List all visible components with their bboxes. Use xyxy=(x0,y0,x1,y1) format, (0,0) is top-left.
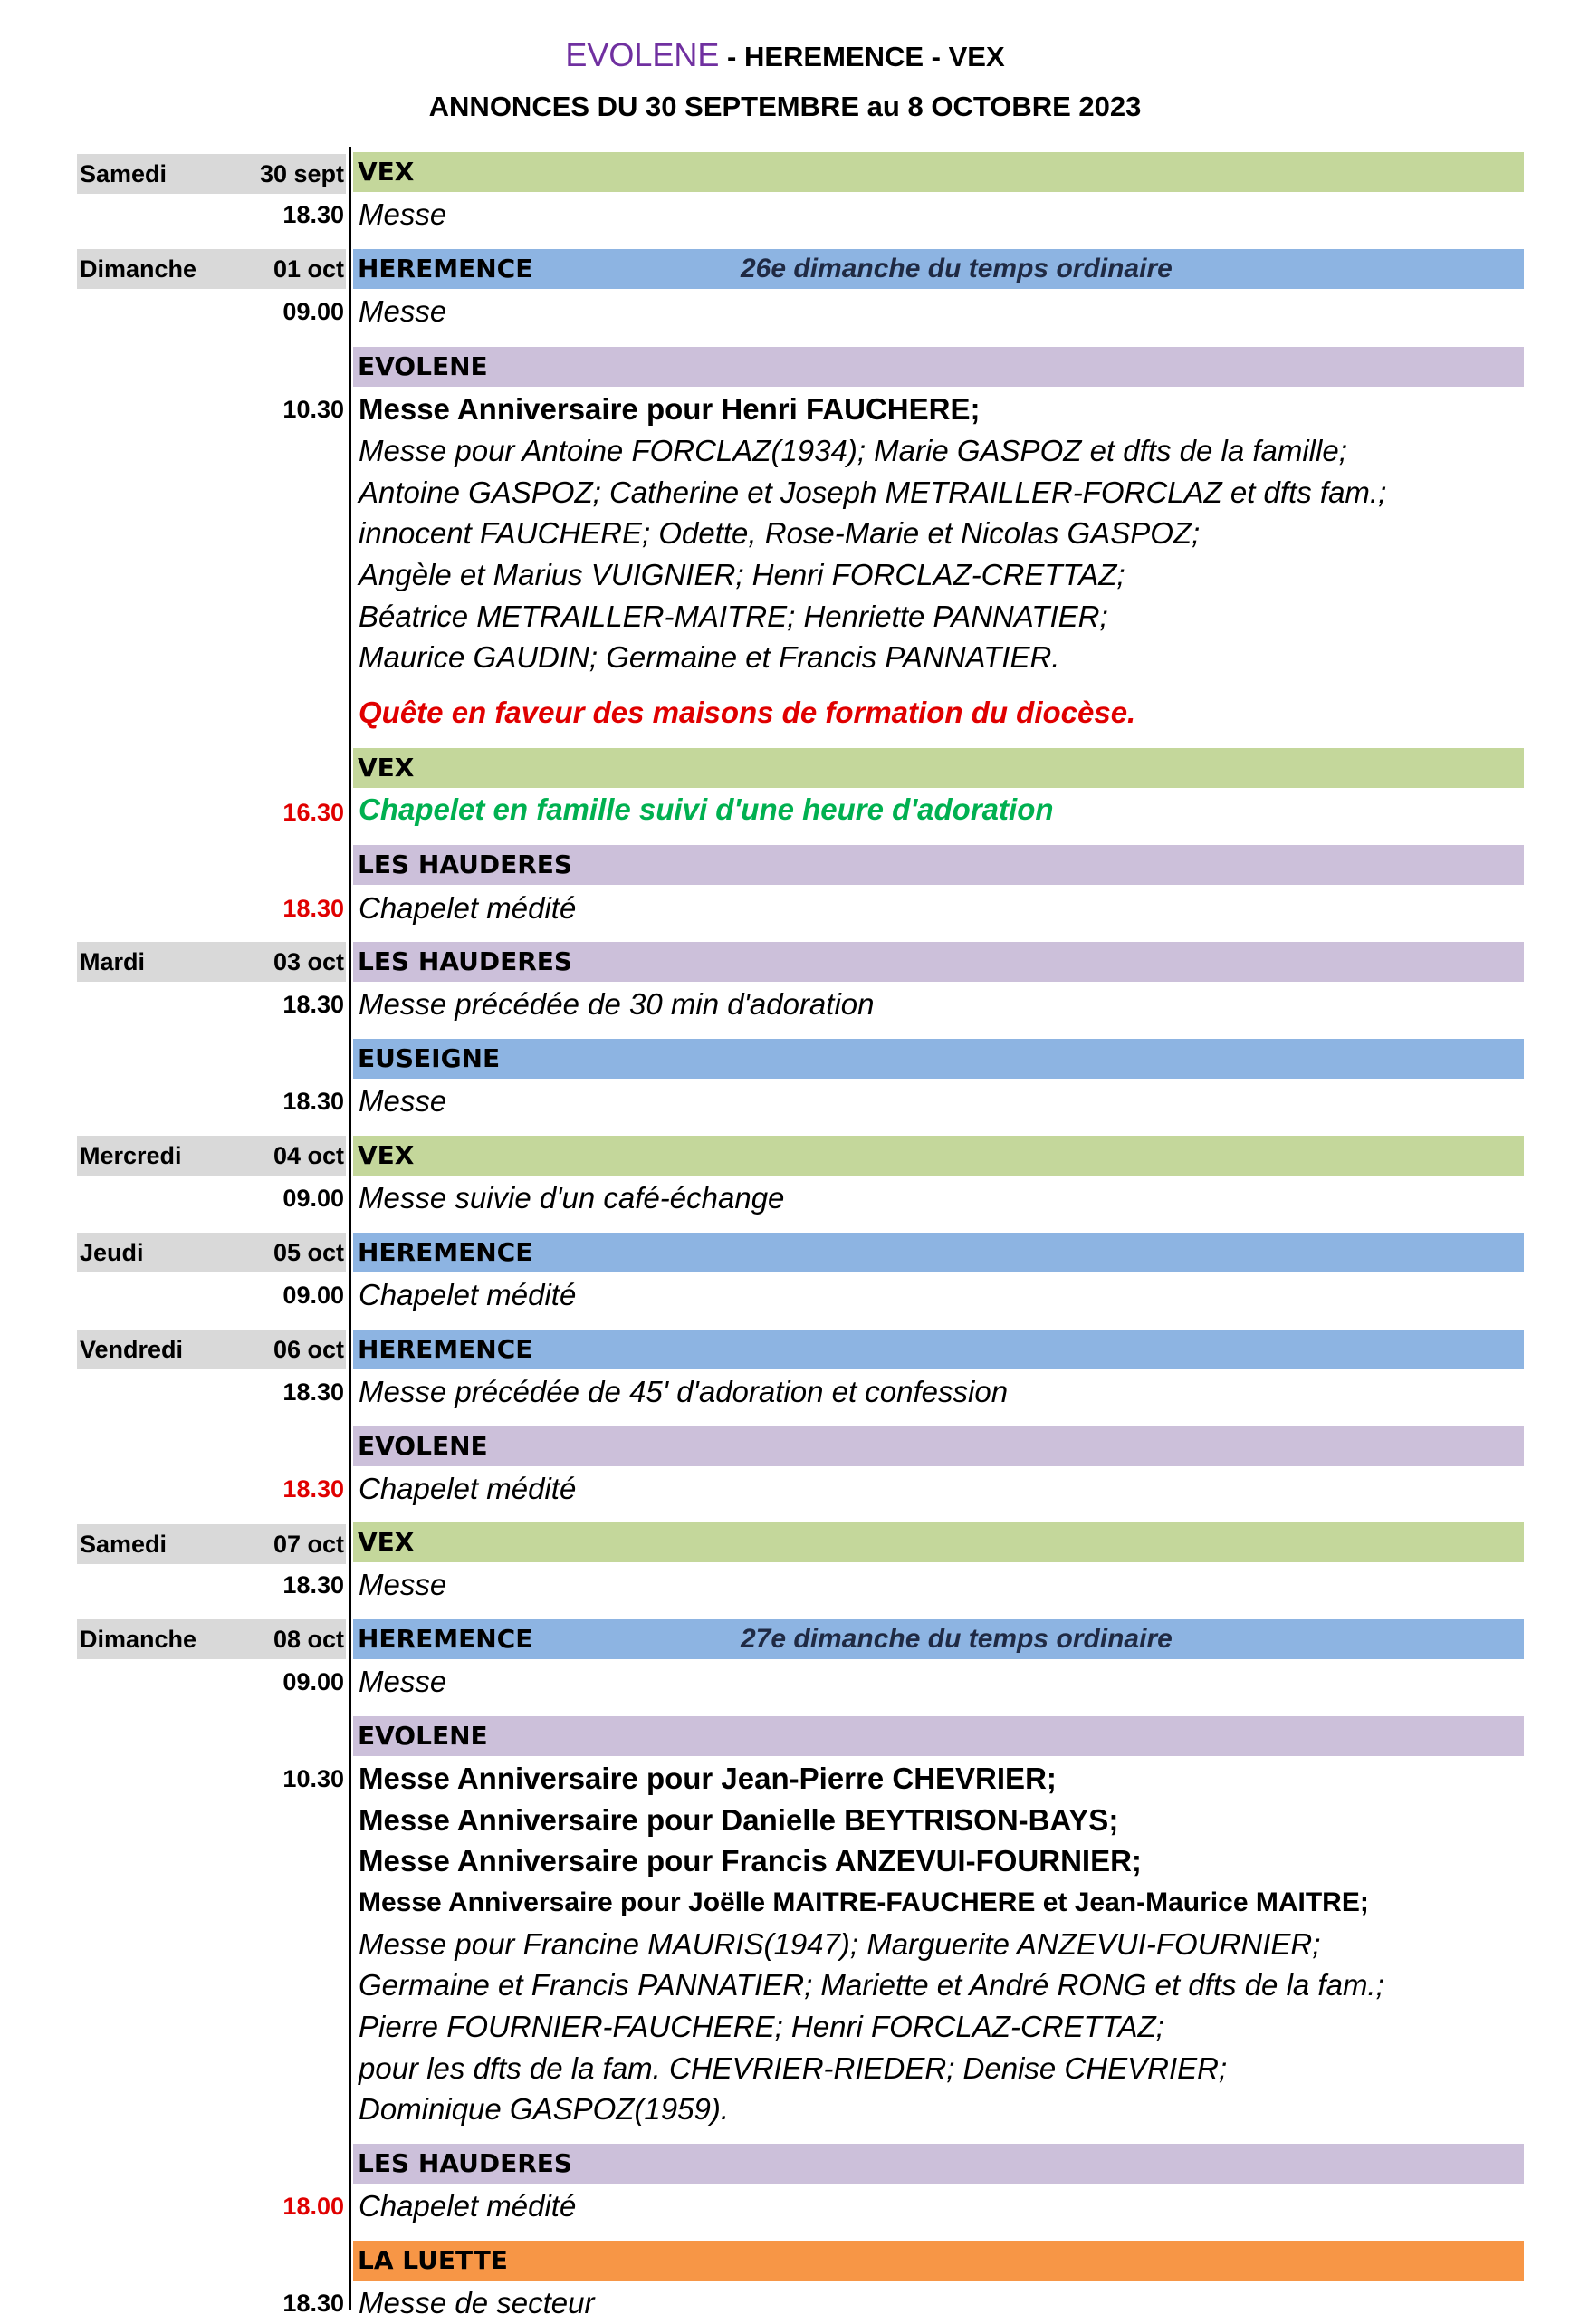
time: 18.30 xyxy=(282,991,344,1018)
place-label: LES HAUDERES xyxy=(358,946,573,976)
place-label: LES HAUDERES xyxy=(358,850,573,879)
place-label: VEX xyxy=(358,753,415,783)
day-name: Samedi xyxy=(80,1531,168,1558)
day-name: Vendredi xyxy=(80,1336,184,1363)
intention-line: Messe pour Francine MAURIS(1947); Marguerite ANZEVUI-FOURNIER; xyxy=(359,1927,1321,1961)
place-band-heremence xyxy=(353,1233,1524,1272)
day-name: Dimanche xyxy=(80,255,197,283)
place-label: HEREMENCE xyxy=(358,1624,533,1654)
event-text: Messe xyxy=(359,1568,447,1601)
day-date: 04 oct xyxy=(273,1142,344,1169)
sunday-title: 26e dimanche du temps ordinaire xyxy=(741,254,1173,283)
intention-line: Maurice GAUDIN; Germaine et Francis PANNATIER. xyxy=(359,640,1060,674)
day-name: Mardi xyxy=(80,948,146,975)
place-band-vex xyxy=(353,748,1524,788)
column-divider xyxy=(349,147,351,2310)
page-title xyxy=(0,36,1570,74)
place-label: VEX xyxy=(358,1140,415,1170)
day-name: Mercredi xyxy=(80,1142,182,1169)
time: 18.30 xyxy=(282,1571,344,1599)
place-band-heremence xyxy=(353,1619,1524,1659)
time: 18.30 xyxy=(282,895,344,922)
title-evolene: EVOLENE xyxy=(565,36,720,73)
page-subtitle: ANNONCES DU 30 SEPTEMBRE au 8 OCTOBRE 2023 xyxy=(428,91,1142,122)
intention-line: Pierre FOURNIER-FAUCHERE; Henri FORCLAZ-CRETTAZ; xyxy=(359,2010,1164,2043)
place-band-vex xyxy=(353,152,1524,192)
place-band-les-hauderes xyxy=(353,845,1524,885)
anniversary-line: Messe Anniversaire pour Jean-Pierre CHEVRIER; xyxy=(359,1762,1057,1795)
time: 09.00 xyxy=(282,298,344,325)
anniversary-line: Messe Anniversaire pour Joëlle MAITRE-FAUCHERE et Jean-Maurice MAITRE; xyxy=(359,1887,1369,1917)
place-label: HEREMENCE xyxy=(358,1237,533,1267)
place-band-la-luette xyxy=(353,2241,1524,2281)
place-label: VEX xyxy=(358,157,415,187)
event-text: Chapelet médité xyxy=(359,891,577,925)
day-date: 01 oct xyxy=(273,255,344,283)
intention-line: pour les dfts de la fam. CHEVRIER-RIEDER; Denise CHEVRIER; xyxy=(359,2051,1228,2085)
time: 18.30 xyxy=(282,201,344,228)
intention-line: Antoine GASPOZ; Catherine et Joseph METRAILLER-FORCLAZ et dfts fam.; xyxy=(359,475,1387,509)
place-band-evolene xyxy=(353,347,1524,387)
event-text: Messe xyxy=(359,197,447,231)
place-label: EUSEIGNE xyxy=(358,1043,501,1073)
day-date: 03 oct xyxy=(273,948,344,975)
day-name: Samedi xyxy=(80,160,168,187)
place-band-les-hauderes xyxy=(353,2144,1524,2184)
time: 18.00 xyxy=(282,2193,344,2220)
event-text: Chapelet médité xyxy=(359,1472,577,1505)
sunday-title: 27e dimanche du temps ordinaire xyxy=(741,1624,1173,1654)
time: 18.30 xyxy=(282,1475,344,1503)
time: 18.30 xyxy=(282,1088,344,1115)
day-date: 30 sept xyxy=(259,160,344,187)
time: 18.30 xyxy=(282,1378,344,1406)
event-text: Messe xyxy=(359,1665,447,1698)
event-text: Messe précédée de 30 min d'adoration xyxy=(359,987,875,1021)
place-label: EVOLENE xyxy=(358,1721,488,1751)
day-name: Dimanche xyxy=(80,1626,197,1653)
time: 09.00 xyxy=(282,1668,344,1695)
place-label: EVOLENE xyxy=(358,351,488,381)
place-band-euseigne xyxy=(353,1039,1524,1079)
intention-line: Germaine et Francis PANNATIER; Mariette et André RONG et dfts de la fam.; xyxy=(359,1968,1384,2002)
place-band-les-hauderes xyxy=(353,942,1524,982)
place-band-vex xyxy=(353,1522,1524,1562)
place-band-heremence xyxy=(353,249,1524,289)
place-label: EVOLENE xyxy=(358,1431,488,1461)
place-label: LES HAUDERES xyxy=(358,2148,573,2178)
day-date: 08 oct xyxy=(273,1626,344,1653)
intention-line: Béatrice METRAILLER-MAITRE; Henriette PANNATIER; xyxy=(359,600,1108,633)
event-text: Messe précédée de 45' d'adoration et confession xyxy=(359,1375,1009,1408)
day-date: 05 oct xyxy=(273,1239,344,1266)
place-label: LA LUETTE xyxy=(358,2245,508,2275)
anniversary-line: Messe Anniversaire pour Danielle BEYTRISON-BAYS; xyxy=(359,1803,1119,1837)
event-text: Messe xyxy=(359,1084,447,1118)
time: 18.30 xyxy=(282,2290,344,2317)
event-text: Messe de secteur xyxy=(359,2286,595,2319)
place-band-heremence xyxy=(353,1330,1524,1369)
intention-line: Dominique GASPOZ(1959). xyxy=(359,2092,730,2126)
event-text: Chapelet en famille suivi d'une heure d'adoration xyxy=(359,792,1054,826)
time: 09.00 xyxy=(282,1185,344,1212)
time: 10.30 xyxy=(282,1765,344,1792)
place-label: HEREMENCE xyxy=(358,254,533,283)
quete-notice: Quête en faveur des maisons de formation du diocèse. xyxy=(359,696,1136,729)
place-label: HEREMENCE xyxy=(358,1334,533,1364)
place-band-evolene xyxy=(353,1426,1524,1466)
time: 09.00 xyxy=(282,1282,344,1309)
intention-line: Messe pour Antoine FORCLAZ(1934); Marie GASPOZ et dfts de la famille; xyxy=(359,434,1347,467)
anniversary-line: Messe Anniversaire pour Henri FAUCHERE; xyxy=(359,392,981,426)
place-label: VEX xyxy=(358,1527,415,1557)
day-date: 07 oct xyxy=(273,1531,344,1558)
intention-line: Angèle et Marius VUIGNIER; Henri FORCLAZ-CRETTAZ; xyxy=(359,558,1125,591)
title-rest: - HEREMENCE - VEX xyxy=(719,41,1005,72)
time: 16.30 xyxy=(282,799,344,826)
intention-line: innocent FAUCHERE; Odette, Rose-Marie et Nicolas GASPOZ; xyxy=(359,516,1201,550)
event-text: Messe xyxy=(359,294,447,328)
place-band-vex xyxy=(353,1136,1524,1176)
day-date: 06 oct xyxy=(273,1336,344,1363)
day-name: Jeudi xyxy=(80,1239,144,1266)
anniversary-line: Messe Anniversaire pour Francis ANZEVUI-FOURNIER; xyxy=(359,1844,1142,1877)
event-text: Chapelet médité xyxy=(359,2189,577,2223)
event-text: Chapelet médité xyxy=(359,1278,577,1311)
event-text: Messe suivie d'un café-échange xyxy=(359,1181,785,1215)
time: 10.30 xyxy=(282,396,344,423)
place-band-evolene xyxy=(353,1716,1524,1756)
